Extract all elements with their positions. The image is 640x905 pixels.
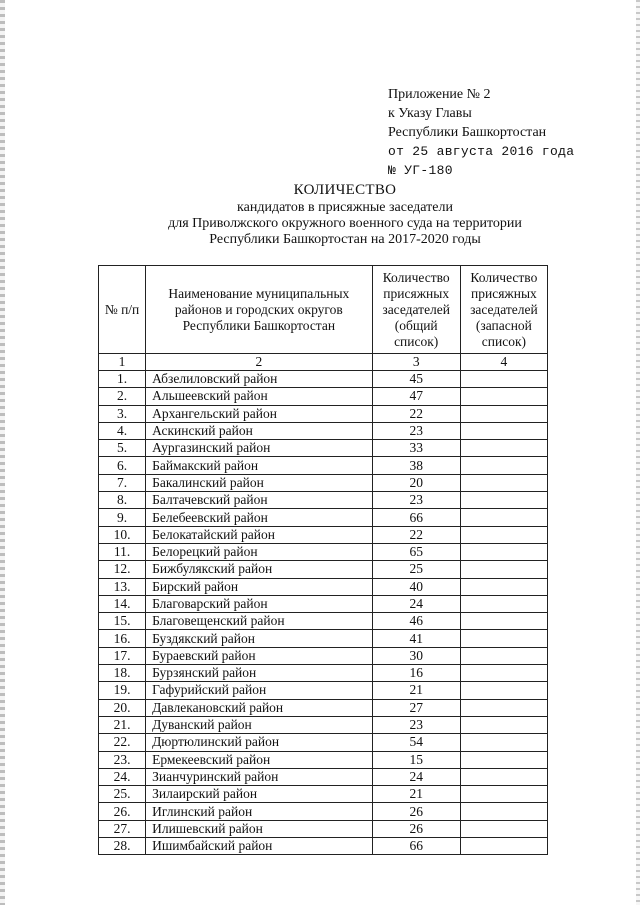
table-row — [99, 665, 548, 682]
table-body — [99, 354, 548, 855]
table-row — [99, 440, 548, 457]
district-name: Бирский район — [146, 578, 373, 595]
title-line-2: для Приволжского окружного военного суда на территории — [168, 216, 522, 231]
district-name: Баймакский район — [146, 457, 373, 474]
header-name: Наименование муниципальных районов и городских округов Республики Башкортостан — [146, 266, 373, 354]
table-row — [99, 838, 548, 855]
reserve-count — [460, 457, 547, 474]
district-name: Белебеевский район — [146, 509, 373, 526]
table-row — [99, 509, 548, 526]
reserve-count — [460, 526, 547, 543]
general-count: 40 — [372, 578, 460, 595]
district-name: Зилаирский район — [146, 786, 373, 803]
reserve-count — [460, 613, 547, 630]
header-general: Количество присяжных заседателей (общий список) — [372, 266, 460, 354]
district-name: Бакалинский район — [146, 474, 373, 491]
general-count: 21 — [372, 682, 460, 699]
scan-edge-right — [636, 0, 640, 905]
column-number: 3 — [372, 354, 460, 371]
row-number: 17. — [99, 647, 146, 664]
table-row — [99, 526, 548, 543]
table-row — [99, 734, 548, 751]
reserve-count — [460, 665, 547, 682]
column-number: 2 — [146, 354, 373, 371]
general-count: 23 — [372, 716, 460, 733]
header-num: № п/п — [99, 266, 146, 354]
general-count: 23 — [372, 422, 460, 439]
district-name: Белокатайский район — [146, 526, 373, 543]
header-reserve: Количество присяжных заседателей (запасной список) — [460, 266, 547, 354]
reserve-count — [460, 388, 547, 405]
row-number: 5. — [99, 440, 146, 457]
row-number: 19. — [99, 682, 146, 699]
reserve-count — [460, 803, 547, 820]
reserve-count — [460, 751, 547, 768]
reserve-count — [460, 682, 547, 699]
district-name: Альшеевский район — [146, 388, 373, 405]
district-name: Аскинский район — [146, 422, 373, 439]
district-name: Абзелиловский район — [146, 371, 373, 388]
reserve-count — [460, 630, 547, 647]
general-count: 54 — [372, 734, 460, 751]
district-name: Ишимбайский район — [146, 838, 373, 855]
general-count: 38 — [372, 457, 460, 474]
district-name: Аургазинский район — [146, 440, 373, 457]
juror-table — [98, 265, 548, 855]
table-row — [99, 768, 548, 785]
district-name: Балтачевский район — [146, 492, 373, 509]
district-name: Иглинский район — [146, 803, 373, 820]
title-line-3: Республики Башкортостан на 2017-2020 годы — [209, 232, 481, 247]
row-number: 26. — [99, 803, 146, 820]
reserve-count — [460, 820, 547, 837]
general-count: 23 — [372, 492, 460, 509]
document-title — [100, 182, 590, 248]
appendix-number: № УГ-180 — [388, 163, 453, 178]
row-number: 4. — [99, 422, 146, 439]
table-header-row — [99, 266, 548, 354]
general-count: 45 — [372, 371, 460, 388]
reserve-count — [460, 595, 547, 612]
table-row — [99, 561, 548, 578]
row-number: 6. — [99, 457, 146, 474]
district-name: Благовещенский район — [146, 613, 373, 630]
district-name: Ермекеевский район — [146, 751, 373, 768]
column-number-row — [99, 354, 548, 371]
reserve-count — [460, 509, 547, 526]
appendix-line-1: Приложение № 2 — [388, 87, 491, 102]
reserve-count — [460, 768, 547, 785]
district-name: Белорецкий район — [146, 543, 373, 560]
table-row — [99, 820, 548, 837]
table-row — [99, 716, 548, 733]
row-number: 20. — [99, 699, 146, 716]
table-row — [99, 613, 548, 630]
scan-edge-left — [0, 0, 5, 905]
district-name: Архангельский район — [146, 405, 373, 422]
general-count: 16 — [372, 665, 460, 682]
reserve-count — [460, 578, 547, 595]
row-number: 16. — [99, 630, 146, 647]
general-count: 20 — [372, 474, 460, 491]
reserve-count — [460, 838, 547, 855]
district-name: Давлекановский район — [146, 699, 373, 716]
reserve-count — [460, 716, 547, 733]
district-name: Гафурийский район — [146, 682, 373, 699]
general-count: 66 — [372, 509, 460, 526]
general-count: 22 — [372, 526, 460, 543]
row-number: 23. — [99, 751, 146, 768]
row-number: 8. — [99, 492, 146, 509]
general-count: 26 — [372, 820, 460, 837]
table-row — [99, 492, 548, 509]
general-count: 27 — [372, 699, 460, 716]
appendix-line-2: к Указу Главы — [388, 106, 472, 121]
general-count: 41 — [372, 630, 460, 647]
appendix-date: от 25 августа 2016 года — [388, 144, 575, 159]
general-count: 24 — [372, 595, 460, 612]
table-row — [99, 595, 548, 612]
row-number: 27. — [99, 820, 146, 837]
table-row — [99, 543, 548, 560]
table-row — [99, 751, 548, 768]
reserve-count — [460, 786, 547, 803]
district-name: Дуванский район — [146, 716, 373, 733]
table-row — [99, 457, 548, 474]
row-number: 12. — [99, 561, 146, 578]
district-name: Бураевский район — [146, 647, 373, 664]
general-count: 15 — [372, 751, 460, 768]
general-count: 46 — [372, 613, 460, 630]
reserve-count — [460, 371, 547, 388]
table-row — [99, 371, 548, 388]
table-row — [99, 803, 548, 820]
district-name: Илишевский район — [146, 820, 373, 837]
district-name: Зианчуринский район — [146, 768, 373, 785]
reserve-count — [460, 647, 547, 664]
table-row — [99, 699, 548, 716]
general-count: 25 — [372, 561, 460, 578]
reserve-count — [460, 543, 547, 560]
table-row — [99, 786, 548, 803]
column-number: 4 — [460, 354, 547, 371]
table-row — [99, 388, 548, 405]
general-count: 33 — [372, 440, 460, 457]
general-count: 66 — [372, 838, 460, 855]
table-row — [99, 422, 548, 439]
row-number: 9. — [99, 509, 146, 526]
table-row — [99, 647, 548, 664]
table-row — [99, 578, 548, 595]
district-name: Дюртюлинский район — [146, 734, 373, 751]
row-number: 25. — [99, 786, 146, 803]
row-number: 1. — [99, 371, 146, 388]
reserve-count — [460, 492, 547, 509]
reserve-count — [460, 474, 547, 491]
general-count: 47 — [372, 388, 460, 405]
reserve-count — [460, 561, 547, 578]
reserve-count — [460, 440, 547, 457]
title-line-1: кандидатов в присяжные заседатели — [237, 200, 453, 215]
row-number: 22. — [99, 734, 146, 751]
general-count: 21 — [372, 786, 460, 803]
district-name: Бижбулякский район — [146, 561, 373, 578]
row-number: 15. — [99, 613, 146, 630]
row-number: 14. — [99, 595, 146, 612]
general-count: 65 — [372, 543, 460, 560]
row-number: 7. — [99, 474, 146, 491]
row-number: 18. — [99, 665, 146, 682]
table-row — [99, 474, 548, 491]
reserve-count — [460, 422, 547, 439]
title-main: КОЛИЧЕСТВО — [293, 182, 397, 198]
appendix-line-3: Республики Башкортостан — [388, 125, 547, 140]
table-row — [99, 405, 548, 422]
general-count: 30 — [372, 647, 460, 664]
row-number: 2. — [99, 388, 146, 405]
table-row — [99, 630, 548, 647]
row-number: 10. — [99, 526, 146, 543]
general-count: 24 — [372, 768, 460, 785]
row-number: 21. — [99, 716, 146, 733]
row-number: 13. — [99, 578, 146, 595]
table-row — [99, 682, 548, 699]
row-number: 28. — [99, 838, 146, 855]
district-name: Бурзянский район — [146, 665, 373, 682]
row-number: 24. — [99, 768, 146, 785]
row-number: 11. — [99, 543, 146, 560]
appendix-block — [388, 85, 574, 180]
district-name: Буздякский район — [146, 630, 373, 647]
row-number: 3. — [99, 405, 146, 422]
reserve-count — [460, 734, 547, 751]
general-count: 26 — [372, 803, 460, 820]
reserve-count — [460, 699, 547, 716]
district-name: Благоварский район — [146, 595, 373, 612]
reserve-count — [460, 405, 547, 422]
column-number: 1 — [99, 354, 146, 371]
general-count: 22 — [372, 405, 460, 422]
